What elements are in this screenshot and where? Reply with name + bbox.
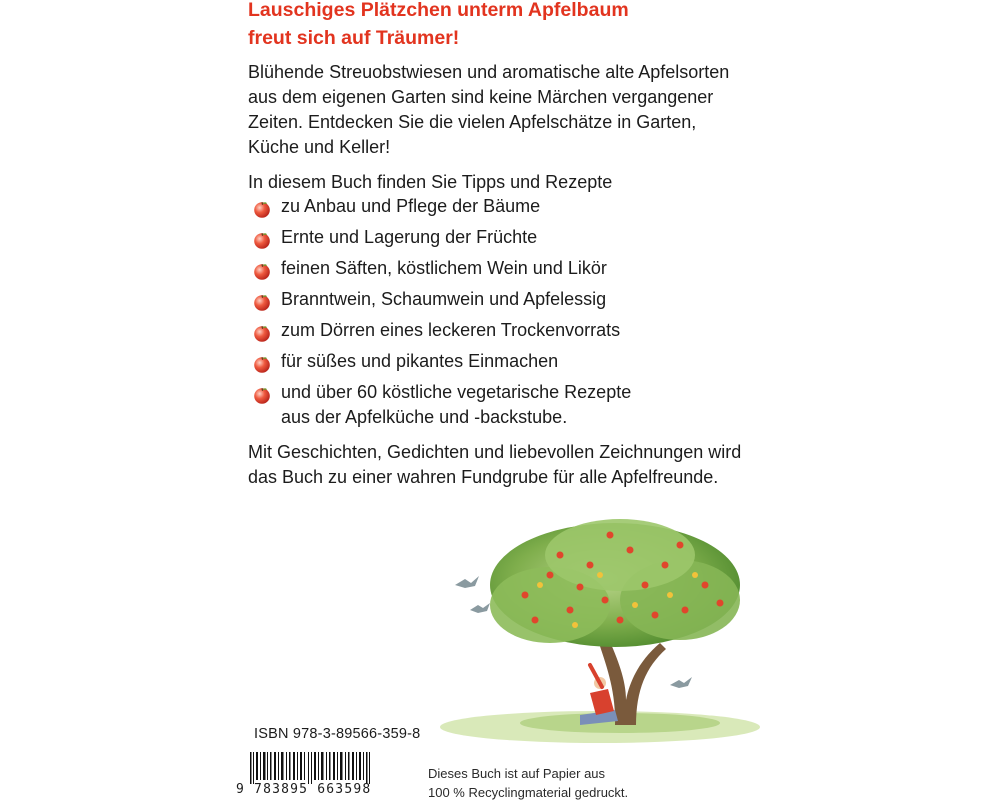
intro-paragraph <box>248 60 788 160</box>
intro-line: aus dem eigenen Garten sind keine Märchen vergangener <box>248 87 714 107</box>
outro-paragraph <box>248 440 808 490</box>
apple-icon <box>252 323 272 343</box>
isbn-text: ISBN 978-3-89566-359-8 <box>254 726 421 742</box>
outro-line: Mit Geschichten, Gedichten und liebevollen Zeichnungen wird <box>248 442 742 462</box>
list-item-text: Ernte und Lagerung der Früchte <box>281 227 538 247</box>
list-item-text: zum Dörren eines leckeren Trockenvorrats <box>281 320 621 340</box>
paper-note <box>428 764 688 802</box>
list-item <box>252 349 772 374</box>
barcode-bars <box>236 752 396 784</box>
list-item <box>252 225 772 250</box>
headline <box>248 0 808 52</box>
apple-icon <box>252 385 272 405</box>
barcode <box>236 752 396 800</box>
apple-icon <box>252 230 272 250</box>
list-item-text: feinen Säften, köstlichem Wein und Likör <box>281 258 607 278</box>
list-item <box>252 287 772 312</box>
paper-note-line: Dieses Buch ist auf Papier aus <box>428 766 606 781</box>
apple-tree-illustration <box>430 515 760 745</box>
list-item-text-continued: aus der Apfelküche und -backstube. <box>281 407 568 427</box>
apple-icon <box>252 261 272 281</box>
intro-line: Blühende Streuobstwiesen und aromatische alte Apfelsorten <box>248 62 730 82</box>
barcode-digits: 9 783895 663598 <box>236 782 372 797</box>
headline-line-2: freut sich auf Träumer! <box>248 27 460 49</box>
headline-line-1: Lauschiges Plätzchen unterm Apfelbaum <box>248 0 629 21</box>
list-item-text: Branntwein, Schaumwein und Apfelessig <box>281 289 607 309</box>
intro-line: Küche und Keller! <box>248 137 391 157</box>
list-item <box>252 194 772 219</box>
apple-icon <box>252 292 272 312</box>
list-item-text: für süßes und pikantes Einmachen <box>281 351 559 371</box>
list-item-text: zu Anbau und Pflege der Bäume <box>281 196 541 216</box>
list-item <box>252 318 772 343</box>
apple-icon <box>252 354 272 374</box>
list-intro: In diesem Buch finden Sie Tipps und Rezepte <box>248 172 613 192</box>
list-item <box>252 256 772 281</box>
outro-line: das Buch zu einer wahren Fundgrube für alle Apfelfreunde. <box>248 467 719 487</box>
paper-note-line: 100 % Recyclingmaterial gedruckt. <box>428 785 629 800</box>
list-item-text: und über 60 köstliche vegetarische Rezepte <box>281 382 632 402</box>
feature-list <box>252 194 772 436</box>
apple-icon <box>252 199 272 219</box>
intro-line: Zeiten. Entdecken Sie die vielen Apfelschätze in Garten, <box>248 112 697 132</box>
list-item <box>252 380 772 430</box>
